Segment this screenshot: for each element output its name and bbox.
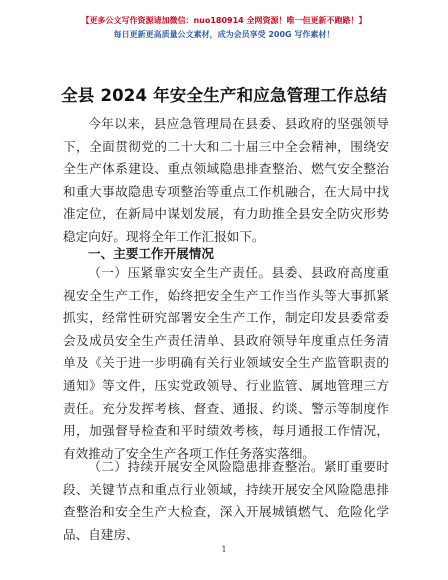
promo-banner-line-1: 【更多公文写作资源请加微信：nuo180914 全网资源！唯一但更新不跑路！】 [81, 16, 367, 25]
promo-banner-line-2: 每日更新更高质量公文素材，成为会员享受 200G 写作素材！ [113, 30, 335, 39]
document-title: 全县 2024 年安全生产和应急管理工作总结 [61, 86, 387, 105]
section-heading: 一、主要工作开展情况 [88, 246, 214, 261]
page-number: 1 [221, 545, 227, 554]
paragraph-hazard-check: （二）持续开展安全风险隐患排查整治。紧盯重要时段、关键节点和重点行业领域，持续开展安全风险隐患排查整治和安全生产大检查，深入开展城镇燃气、危险化学品、自建房、 [63, 459, 389, 542]
intro-paragraph: 今年以来，县应急管理局在县委、县政府的坚强领导下，全面贯彻党的二十大和二十届三中全会精神，围绕安全生产体系建设、重点领域隐患排查整治、燃气安全整治和重大事故隐患专项整治等重点工作机融合，在大局中找准定位，在新局中谋划发展，有力助推全县安全防灾形势稳定向好。现将全年工作汇报如下。 [63, 116, 389, 244]
paragraph-responsibility: （一）压紧靠实安全生产责任。县委、县政府高度重视安全生产工作，始终把安全生产工作当作头等大事抓紧抓实，经常性研究部署安全生产工作，制定印发县委常委会及成员安全生产责任清单、县政府领导年度重点任务清单及《关于进一步明确有关行业领域安全生产监管职责的通知》等文件，压实党政领导、行业监管、属地管理三方责任。充分发挥考核、督查、通报、约谈、警示等制度作用，加强督导检查和平时绩效考核，每月通报工作情况，有效推动了安全生产各项工作任务落实落细。 [63, 265, 389, 461]
